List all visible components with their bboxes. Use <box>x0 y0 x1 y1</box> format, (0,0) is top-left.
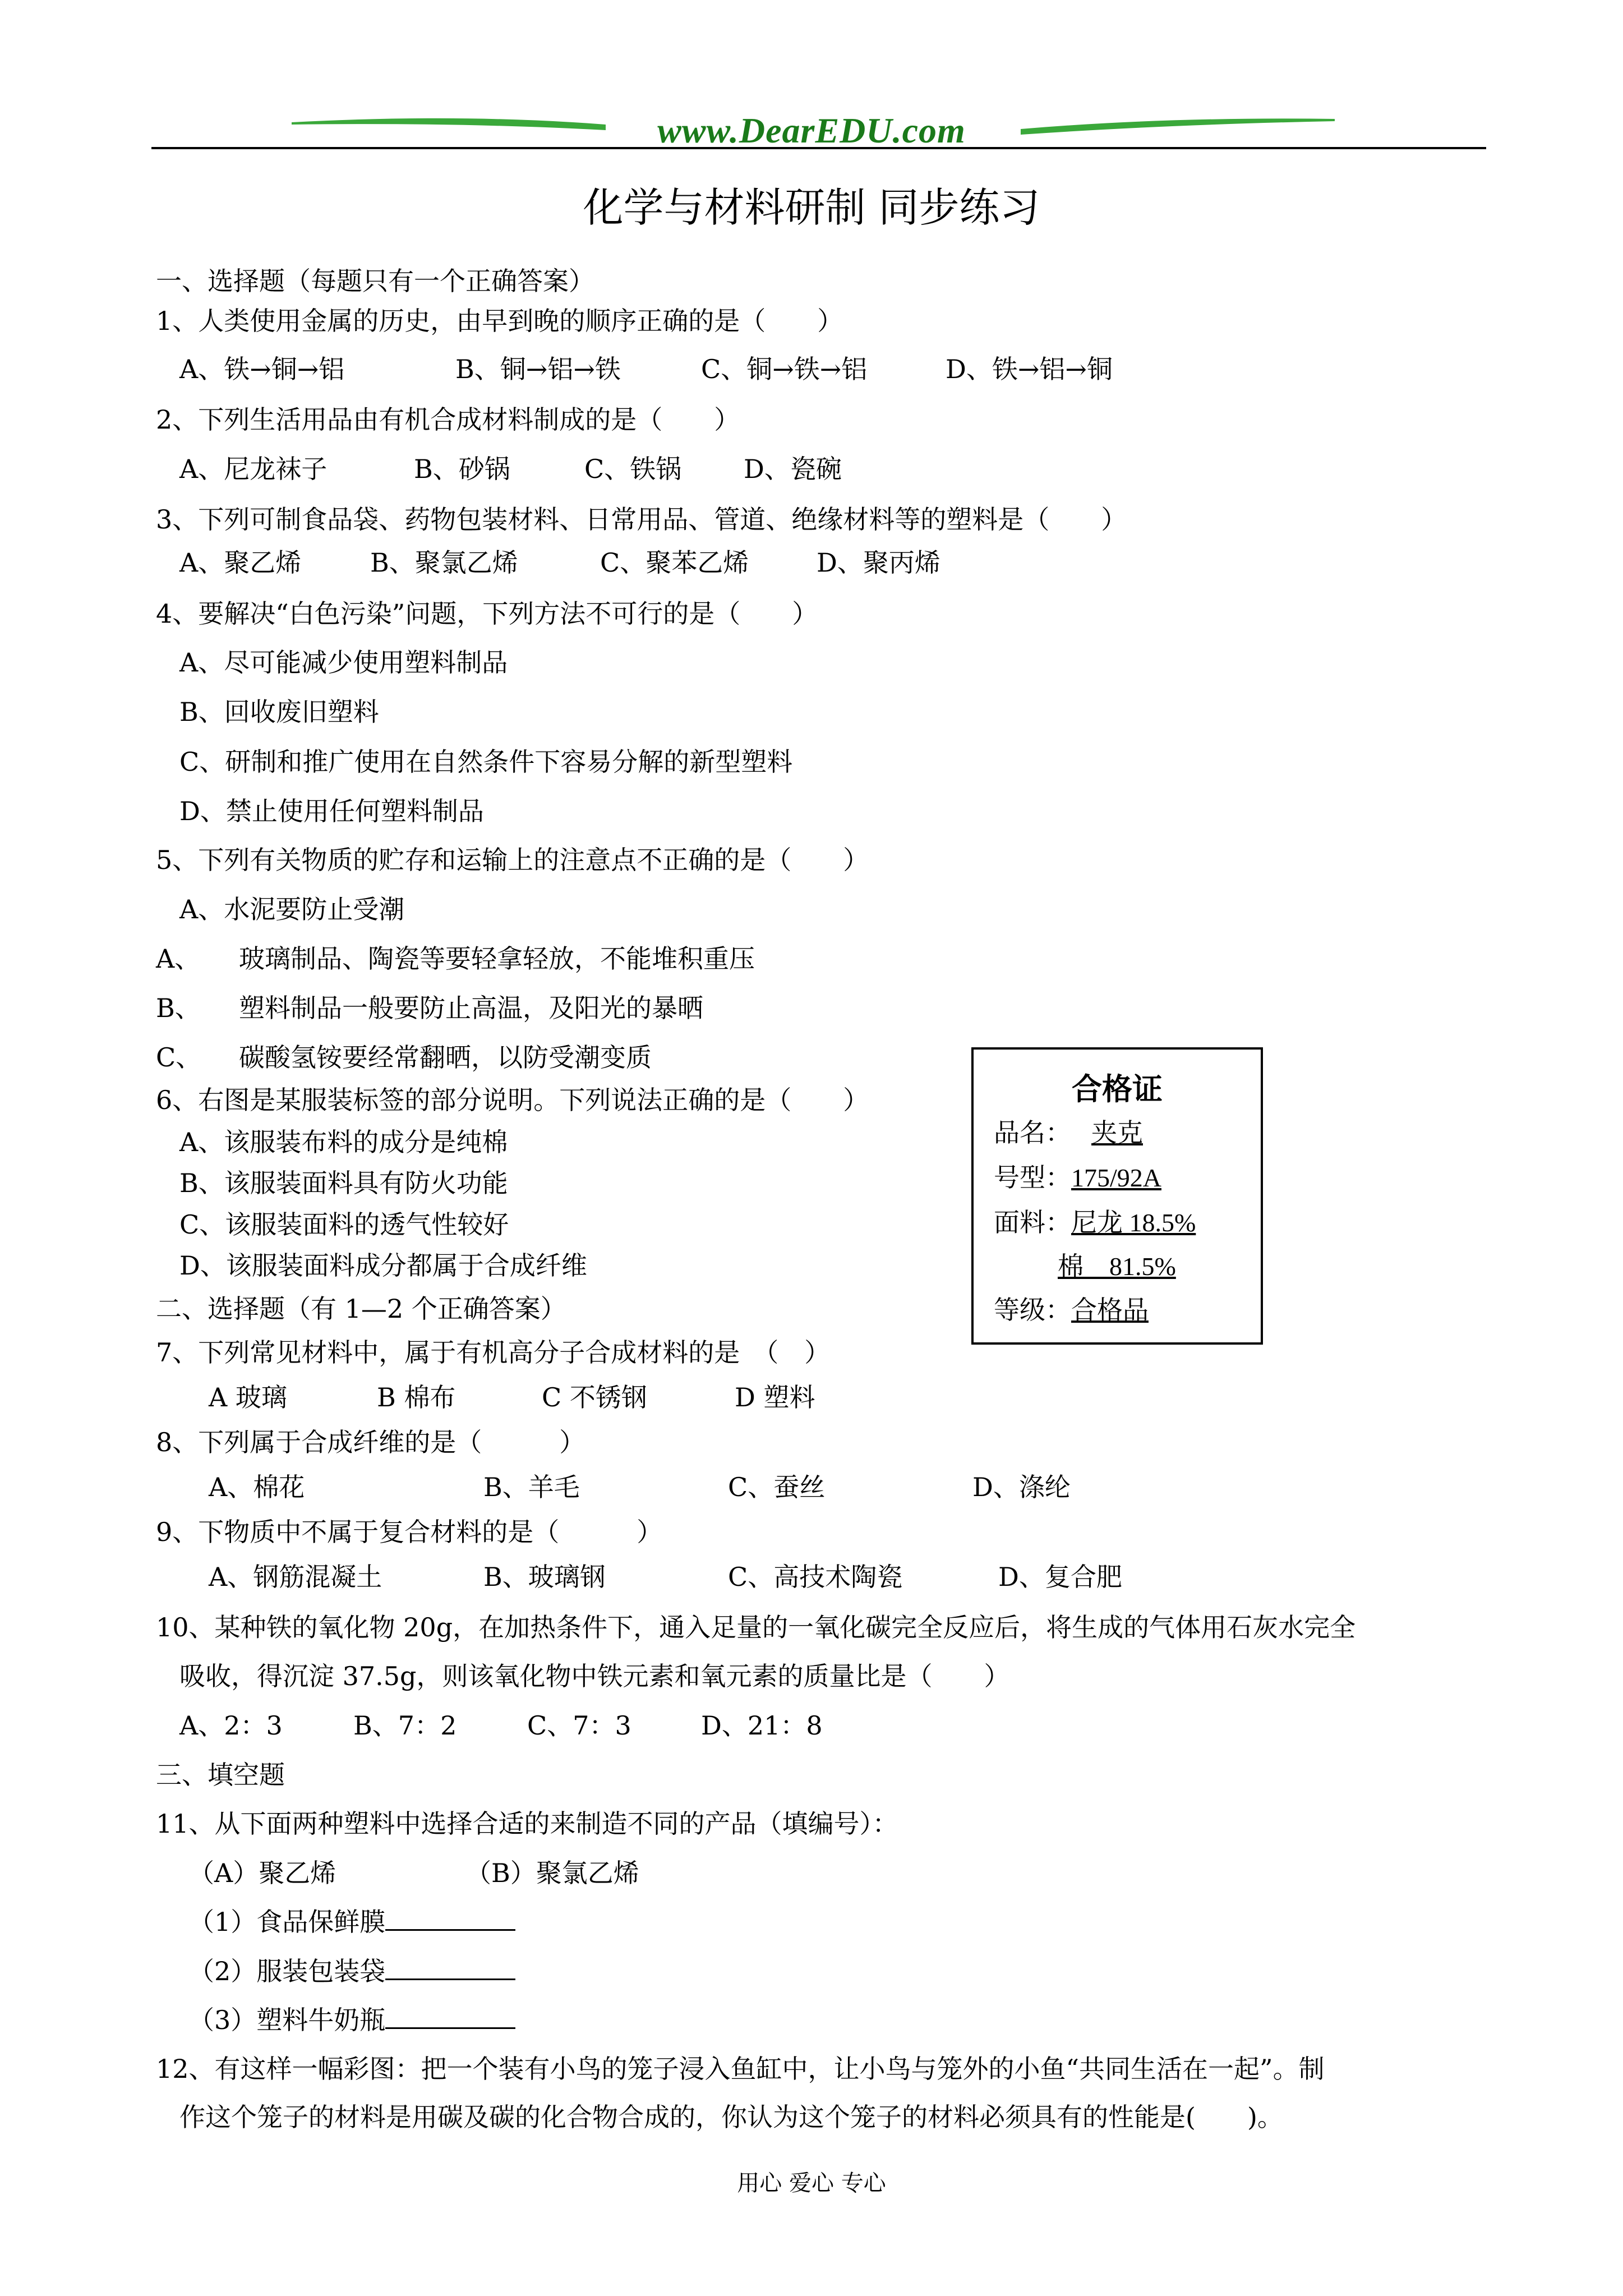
question-10-option-b: B、7：2 <box>353 1710 457 1741</box>
question-5-option-a-text: 玻璃制品、陶瓷等要轻拿轻放，不能堆积重压 <box>239 944 755 974</box>
question-11-choice-a: （A）聚乙烯 <box>188 1858 336 1888</box>
question-4-option-d: D、禁止使用任何塑料制品 <box>179 796 484 826</box>
certificate-grade-value: 合格品 <box>1071 1296 1149 1324</box>
question-3-option-b: B、聚氯乙烯 <box>370 547 518 578</box>
certificate-size-value: 175/92A <box>1071 1163 1161 1192</box>
question-7-option-a: A 玻璃 <box>209 1382 287 1412</box>
question-4-option-b: B、回收废旧塑料 <box>179 697 379 727</box>
site-logo-text: www.DearEDU.com <box>657 111 966 150</box>
certificate-fabric-row <box>994 1202 1196 1239</box>
question-8-option-c: C、蚕丝 <box>728 1472 826 1502</box>
question-11-stem: 11、从下面两种塑料中选择合适的来制造不同的产品（填编号）： <box>156 1809 898 1839</box>
certificate-grade-label: 等级： <box>994 1296 1071 1324</box>
question-10-option-d: D、21：8 <box>701 1710 823 1741</box>
question-7-option-b: B 棉布 <box>377 1382 456 1412</box>
certificate-fabric-row-2 <box>1058 1246 1176 1283</box>
question-10-stem-line1: 10、某种铁的氧化物 20g，在加热条件下，通入足量的一氧化碳完全反应后，将生成的气体用石灰水完全 <box>156 1612 1356 1642</box>
question-11-item-2: （2）服装包装袋 <box>188 1951 515 1988</box>
question-2-stem: 2、下列生活用品由有机合成材料制成的是（ ） <box>156 404 740 435</box>
answer-blank-1[interactable] <box>385 1907 515 1931</box>
certificate-title: 合格证 <box>1072 1071 1163 1107</box>
question-1-option-a: A、铁→铜→铝 <box>179 354 345 384</box>
question-4-option-c: C、研制和推广使用在自然条件下容易分解的新型塑料 <box>179 747 793 777</box>
header-divider <box>151 147 1486 149</box>
certificate-size-row <box>994 1157 1178 1194</box>
certificate-name-value: 夹克 <box>1091 1119 1143 1147</box>
question-3-option-a: A、聚乙烯 <box>179 547 302 578</box>
question-4-option-a: A、尽可能减少使用塑料制品 <box>179 647 508 678</box>
question-8-stem: 8、下列属于合成纤维的是（ ） <box>156 1427 585 1457</box>
question-10-option-a: A、2：3 <box>179 1710 283 1741</box>
question-10-option-c: C、7：3 <box>527 1710 631 1741</box>
question-1-stem: 1、人类使用金属的历史，由早到晚的顺序正确的是（ ） <box>156 306 843 336</box>
question-3-stem: 3、下列可制食品袋、药物包装材料、日常用品、管道、绝缘材料等的塑料是（ ） <box>156 504 1127 535</box>
certificate-grade-row <box>994 1290 1149 1327</box>
question-2-option-b: B、砂锅 <box>414 454 510 484</box>
question-4-stem: 4、要解决“白色污染”问题，下列方法不可行的是（ ） <box>156 599 818 629</box>
question-3-option-c: C、聚苯乙烯 <box>600 547 749 578</box>
question-12-stem-line2: 作这个笼子的材料是用碳及碳的化合物合成的，你认为这个笼子的材料必须具有的性能是( )。 <box>179 2102 1283 2132</box>
question-1-option-c: C、铜→铁→铝 <box>701 354 868 384</box>
question-8-option-a: A、棉花 <box>209 1472 305 1502</box>
question-5-label-b: B、 <box>156 993 201 1023</box>
answer-blank-3[interactable] <box>385 2005 515 2029</box>
question-7-option-d: D 塑料 <box>735 1382 815 1412</box>
question-6-stem: 6、右图是某服装标签的部分说明。下列说法正确的是（ ） <box>156 1085 869 1115</box>
section-heading-3: 三、填空题 <box>156 1760 285 1790</box>
question-2-option-c: C、铁锅 <box>584 454 682 484</box>
question-2-option-d: D、瓷碗 <box>744 454 842 484</box>
certificate-name-label: 品名： <box>994 1119 1071 1147</box>
question-9-option-a: A、钢筋混凝土 <box>209 1562 382 1592</box>
question-11-item-1: （1）食品保鲜膜 <box>188 1902 515 1939</box>
question-8-option-b: B、羊毛 <box>483 1472 580 1502</box>
question-7-stem: 7、下列常见材料中，属于有机高分子合成材料的是 （ ） <box>156 1337 831 1368</box>
certificate-size-label: 号型： <box>994 1163 1071 1192</box>
certificate-fabric-label: 面料： <box>994 1208 1071 1237</box>
question-6-option-b: B、该服装面料具有防火功能 <box>179 1168 508 1198</box>
question-2-option-a: A、尼龙袜子 <box>179 454 328 484</box>
question-1-option-b: B、铜→铝→铁 <box>455 354 621 384</box>
question-11-item-3: （3）塑料牛奶瓶 <box>188 2000 515 2037</box>
question-5-option-b-text: 塑料制品一般要防止高温，及阳光的暴晒 <box>239 993 703 1023</box>
question-9-option-b: B、玻璃钢 <box>483 1562 606 1592</box>
question-9-stem: 9、下物质中不属于复合材料的是（ ） <box>156 1517 663 1547</box>
question-9-option-d: D、复合肥 <box>998 1562 1122 1592</box>
question-6-option-d: D、该服装面料成分都属于合成纤维 <box>179 1250 587 1281</box>
page-title: 化学与材料研制 同步练习 <box>583 184 1040 231</box>
question-8-option-d: D、涤纶 <box>972 1472 1071 1502</box>
page-footer: 用心 爱心 专心 <box>737 2170 886 2196</box>
question-5-label-a: A、 <box>156 944 201 974</box>
question-6-option-c: C、该服装面料的透气性较好 <box>179 1209 509 1240</box>
answer-blank-2[interactable] <box>385 1956 515 1980</box>
question-1-option-d: D、铁→铝→铜 <box>946 354 1113 384</box>
section-heading-2: 二、选择题（有 1—2 个正确答案） <box>156 1294 566 1324</box>
question-6-option-a: A、该服装布料的成分是纯棉 <box>179 1127 508 1157</box>
certificate-fabric-value-1: 尼龙 18.5% <box>1071 1208 1196 1237</box>
question-5-option-c-text: 碳酸氢铵要经常翻晒，以防受潮变质 <box>239 1042 652 1073</box>
question-9-option-c: C、高技术陶瓷 <box>728 1562 903 1592</box>
question-5-label-c: C、 <box>156 1042 202 1073</box>
question-5-option-a: A、水泥要防止受潮 <box>179 894 405 924</box>
certificate-name-row <box>994 1112 1163 1149</box>
clothing-certificate-label <box>971 1047 1263 1345</box>
certificate-fabric-value-2: 棉 81.5% <box>1058 1252 1176 1281</box>
question-3-option-d: D、聚丙烯 <box>817 547 940 578</box>
section-heading-1: 一、选择题（每题只有一个正确答案） <box>156 266 594 296</box>
question-11-choice-b: （B）聚氯乙烯 <box>465 1858 639 1888</box>
question-7-option-c: C 不锈钢 <box>542 1382 647 1412</box>
question-10-stem-line2: 吸收，得沉淀 37.5g，则该氧化物中铁元素和氧元素的质量比是（ ） <box>179 1661 1010 1691</box>
question-12-stem-line1: 12、有这样一幅彩图：把一个装有小鸟的笼子浸入鱼缸中，让小鸟与笼外的小鱼“共同生活在一起”。制 <box>156 2054 1325 2084</box>
question-5-stem: 5、下列有关物质的贮存和运输上的注意点不正确的是（ ） <box>156 845 869 875</box>
